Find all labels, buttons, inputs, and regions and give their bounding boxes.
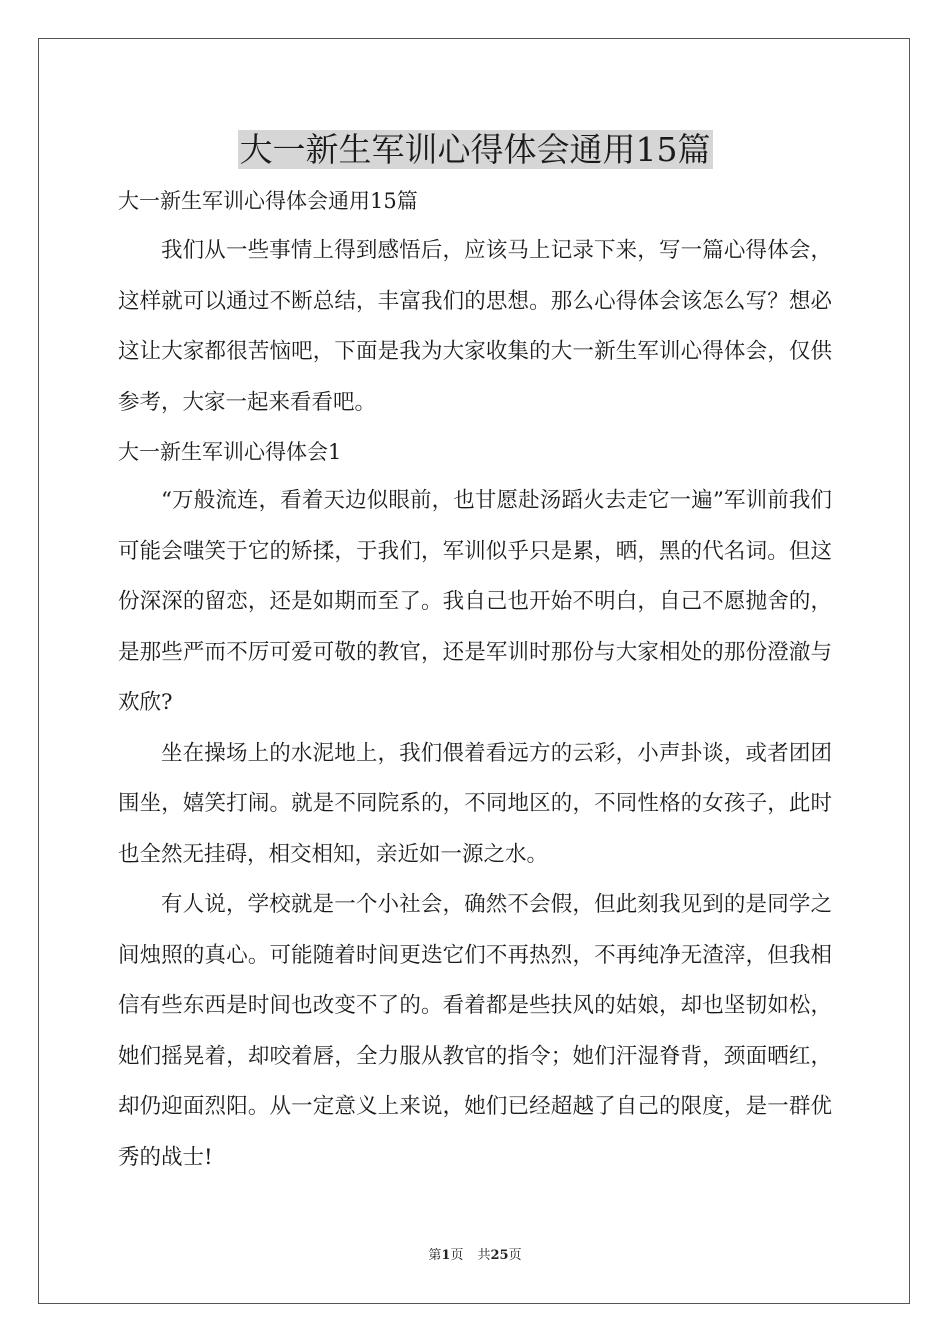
- footer-current-page: 1: [441, 1248, 451, 1263]
- footer-total-pages: 25: [490, 1248, 509, 1263]
- section-heading: 大一新生军训心得体会1: [118, 440, 342, 464]
- footer-total-suffix: 页: [508, 1248, 522, 1263]
- footer-total-prefix: 共: [477, 1248, 491, 1263]
- document-title-text: 大一新生军训心得体会通用15篇: [239, 130, 711, 169]
- document-title: [0, 124, 950, 176]
- body-paragraph-3: 有人说，学校就是一个小社会，确然不会假，但此刻我见到的是同学之间烛照的真心。可能随着时间更迭它们不再热烈，不再纯净无渣滓，但我相信有些东西是时间也改变不了的。看着都是些扶风的姑娘，却也坚韧如松，她们摇晃着，却咬着唇，全力服从教官的指令；她们汗湿脊背，颈面晒红，却仍迎面烈阳。从一定意义上来说，她们已经超越了自己的限度，是一群优秀的战士!: [118, 892, 832, 1170]
- document-body: [118, 178, 832, 1183]
- page-footer: [0, 1246, 950, 1266]
- footer-page-suffix: 页: [450, 1248, 464, 1263]
- intro-paragraph: 我们从一些事情上得到感悟后，应该马上记录下来，写一篇心得体会，这样就可以通过不断总结，丰富我们的思想。那么心得体会该怎么写？想必这让大家都很苦恼吧，下面是我为大家收集的大一新生军训心得体会，仅供参考，大家一起来看看吧。: [118, 238, 832, 415]
- document-subtitle: 大一新生军训心得体会通用15篇: [118, 189, 418, 213]
- footer-page-prefix: 第: [428, 1248, 442, 1263]
- body-paragraph-1: “万般流连，看着天边似眼前，也甘愿赴汤蹈火去走它一遍”军训前我们可能会嗤笑于它的矫揉，于我们，军训似乎只是累，晒，黑的代名词。但这份深深的留恋，还是如期而至了。我自己也开始不明白，自己不愿抛舍的，是那些严而不厉可爱可敬的教官，还是军训时那份与大家相处的那份澄澈与欢欣?: [118, 488, 832, 715]
- body-paragraph-2: 坐在操场上的水泥地上，我们偎着看远方的云彩，小声卦谈，或者团团围坐，嬉笑打闹。就是不同院系的，不同地区的，不同性格的女孩子，此时也全然无挂碍，相交相知，亲近如一源之水。: [118, 740, 832, 867]
